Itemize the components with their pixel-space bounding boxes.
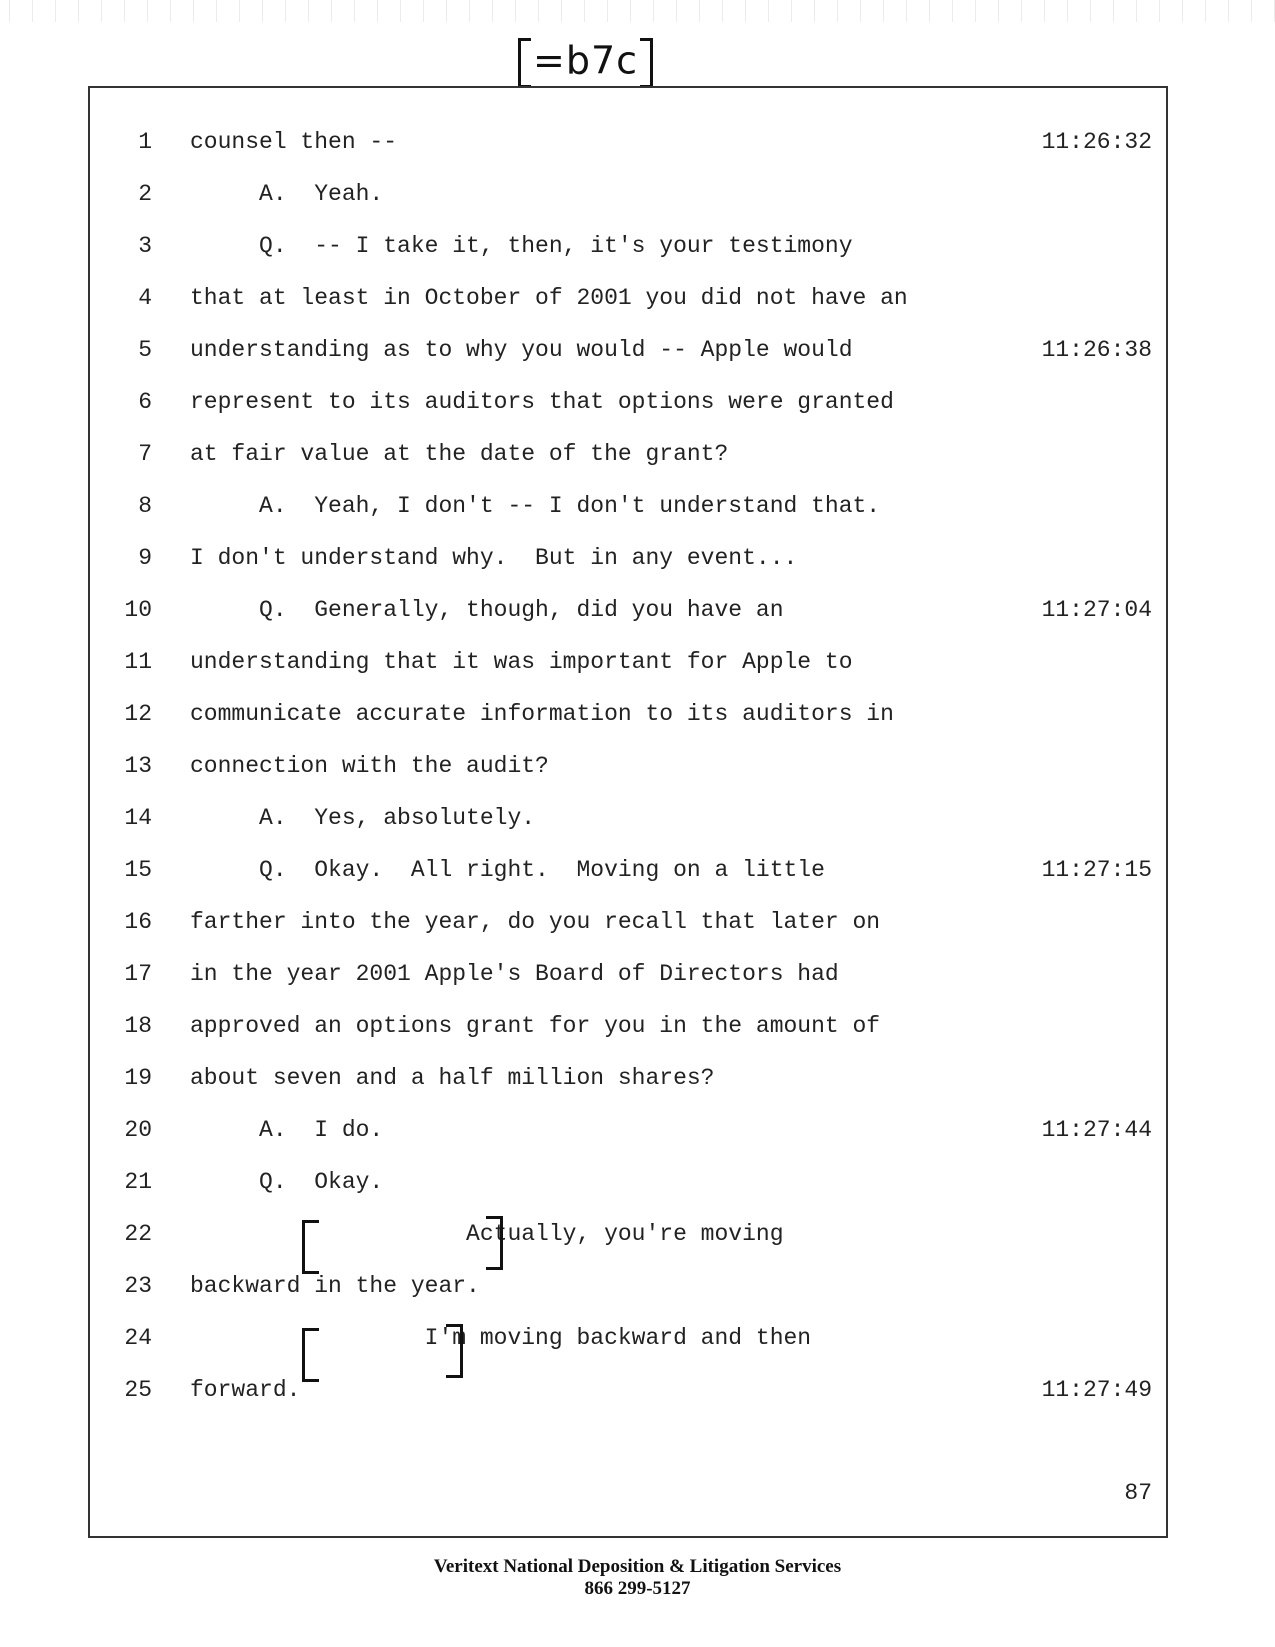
line-number: 22 [124, 1221, 152, 1247]
footer-phone: 866 299-5127 [584, 1578, 691, 1599]
line-number: 12 [124, 701, 152, 727]
transcript-line [90, 382, 1166, 422]
line-text: represent to its auditors that options were granted [190, 389, 894, 415]
line-text: at fair value at the date of the grant? [190, 441, 729, 467]
line-number: 1 [138, 129, 152, 155]
transcript-line [90, 850, 1166, 890]
line-text: Q. -- I take it, then, it's your testimony [190, 233, 853, 259]
transcript-line [90, 694, 1166, 734]
transcript-line [90, 798, 1166, 838]
line-text: backward in the year. [190, 1273, 480, 1299]
redaction-bracket-left [302, 1220, 319, 1274]
line-number: 17 [124, 961, 152, 987]
transcript-line [90, 642, 1166, 682]
transcript-line [90, 746, 1166, 786]
transcript-line [90, 538, 1166, 578]
line-number: 7 [138, 441, 152, 467]
line-number: 25 [124, 1377, 152, 1403]
redaction-label-bracket-left [518, 38, 531, 88]
transcript-line [90, 174, 1166, 214]
line-number: 2 [138, 181, 152, 207]
line-number: 15 [124, 857, 152, 883]
transcript-line [90, 590, 1166, 630]
transcript-line [90, 486, 1166, 526]
line-text: forward. [190, 1377, 301, 1403]
transcript-line [90, 1266, 1166, 1306]
transcript-line [90, 902, 1166, 942]
transcript-line [90, 330, 1166, 370]
line-text: in the year 2001 Apple's Board of Directors had [190, 961, 839, 987]
line-number: 21 [124, 1169, 152, 1195]
redaction-bracket-right [446, 1324, 463, 1378]
timestamp: 11:27:15 [1041, 857, 1152, 883]
scan-artifact-strip [0, 0, 1275, 22]
transcript-line [90, 122, 1166, 162]
timestamp: 11:27:44 [1041, 1117, 1152, 1143]
redaction-code-text: =b7c [533, 38, 639, 83]
line-number: 16 [124, 909, 152, 935]
timestamp: 11:27:49 [1041, 1377, 1152, 1403]
redaction-bracket-left [302, 1328, 319, 1382]
line-text: A. Yeah, I don't -- I don't understand that. [190, 493, 881, 519]
line-number: 19 [124, 1065, 152, 1091]
line-number: 8 [138, 493, 152, 519]
line-text: I'm moving backward and then [190, 1325, 812, 1351]
redaction-code-label [518, 38, 653, 88]
line-number: 24 [124, 1325, 152, 1351]
page-number: 87 [1124, 1480, 1152, 1506]
transcript-line [90, 278, 1166, 318]
timestamp: 11:26:32 [1041, 129, 1152, 155]
transcript-line [90, 1162, 1166, 1202]
line-text: A. I do. [190, 1117, 384, 1143]
redaction-bracket-right [486, 1216, 503, 1270]
line-text: approved an options grant for you in the amount of [190, 1013, 881, 1039]
line-number: 11 [124, 649, 152, 675]
line-number: 9 [138, 545, 152, 571]
line-text: communicate accurate information to its auditors in [190, 701, 894, 727]
transcript-line [90, 1214, 1166, 1254]
footer [0, 1556, 1275, 1600]
line-number: 4 [138, 285, 152, 311]
transcript-line [90, 226, 1166, 266]
line-number: 14 [124, 805, 152, 831]
line-text: A. Yeah. [190, 181, 384, 207]
line-text: understanding as to why you would -- Apple would [190, 337, 853, 363]
transcript-line [90, 1058, 1166, 1098]
line-text: Q. Generally, though, did you have an [190, 597, 784, 623]
transcript-line [90, 1318, 1166, 1358]
line-text: A. Yes, absolutely. [190, 805, 536, 831]
redaction-label-bracket-right [640, 38, 653, 88]
line-number: 13 [124, 753, 152, 779]
line-text: Actually, you're moving [190, 1221, 784, 1247]
line-text: understanding that it was important for Apple to [190, 649, 853, 675]
transcript-line [90, 1006, 1166, 1046]
line-number: 23 [124, 1273, 152, 1299]
footer-company: Veritext National Deposition & Litigation Services [433, 1556, 842, 1577]
line-text: Q. Okay. [190, 1169, 384, 1195]
line-text: farther into the year, do you recall that later on [190, 909, 881, 935]
line-text: counsel then -- [190, 129, 398, 155]
transcript-line [90, 434, 1166, 474]
timestamp: 11:26:38 [1041, 337, 1152, 363]
transcript-page [88, 86, 1168, 1538]
line-number: 6 [138, 389, 152, 415]
transcript-line [90, 1110, 1166, 1150]
line-text: Q. Okay. All right. Moving on a little [190, 857, 825, 883]
transcript-line [90, 954, 1166, 994]
line-text: I don't understand why. But in any event... [190, 545, 798, 571]
line-number: 18 [124, 1013, 152, 1039]
line-number: 20 [124, 1117, 152, 1143]
line-text: that at least in October of 2001 you did not have an [190, 285, 908, 311]
transcript-line [90, 1370, 1166, 1410]
timestamp: 11:27:04 [1041, 597, 1152, 623]
line-number: 10 [124, 597, 152, 623]
line-text: connection with the audit? [190, 753, 549, 779]
line-text: about seven and a half million shares? [190, 1065, 715, 1091]
line-number: 3 [138, 233, 152, 259]
line-number: 5 [138, 337, 152, 363]
